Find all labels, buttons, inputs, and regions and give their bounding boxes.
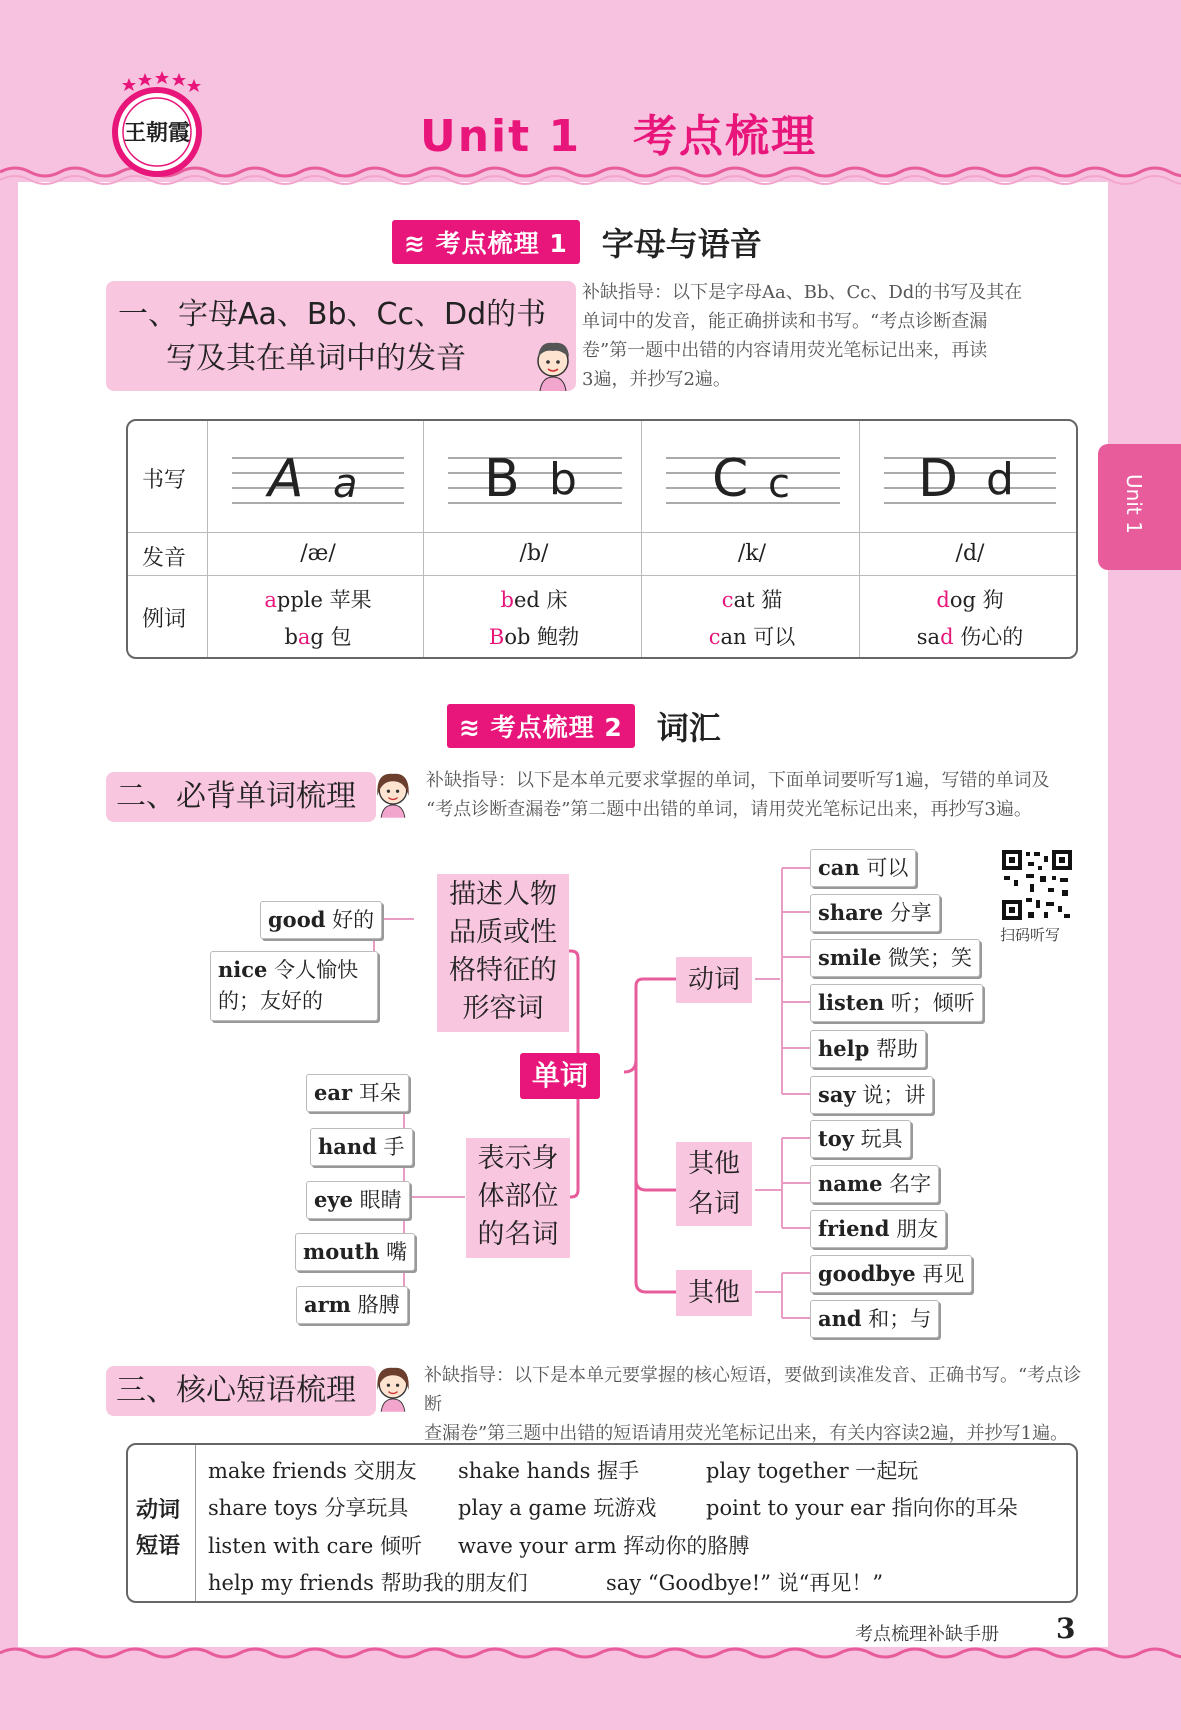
phrase-item: wave your arm 挥动你的胳膊 [458, 1534, 750, 1558]
section2-note-line: 补缺指导：以下是本单元要求掌握的单词，下面单词要听写1遍，写错的单词及 [426, 770, 1050, 791]
section1-title: 字母与语音 [601, 225, 762, 263]
section3-note [424, 1361, 1086, 1448]
word-item: help 帮助 [810, 1030, 926, 1068]
phonetic-d: /d/ [955, 541, 985, 566]
adj-category: 描述人物品质或性格特征的形容词 [437, 874, 569, 1032]
word-item: toy 玩具 [810, 1120, 911, 1158]
phonetic-c: /k/ [737, 541, 767, 566]
row-header-writing: 书写 [142, 468, 187, 493]
word-item: smile 微笑；笑 [810, 939, 980, 977]
girl-avatar-icon [372, 766, 414, 822]
example-word: sad 伤心的 [916, 625, 1024, 649]
letter-upper-b: B [484, 449, 520, 509]
section2-badge: ≋ 考点梳理 2 [447, 704, 635, 748]
page-title: Unit 1 考点梳理 [420, 111, 818, 162]
tree-root: 单词 [520, 1053, 600, 1099]
noun-category: 其他名词 [676, 1142, 752, 1226]
word-item: arm 胳膊 [296, 1286, 408, 1324]
section2-note [426, 766, 1086, 824]
word-item: nice 令人愉快的；友好的 [210, 951, 378, 1021]
section1-subtitle-box [106, 281, 576, 391]
phrase-item: make friends 交朋友 [208, 1459, 417, 1483]
bottom-wave-border [0, 1643, 1181, 1667]
phrase-item: share toys 分享玩具 [208, 1496, 409, 1520]
row-header-pronunciation: 发音 [142, 546, 187, 571]
word-item: share 分享 [810, 894, 940, 932]
body-category: 表示身体部位的名词 [466, 1138, 570, 1258]
word-item: name 名字 [810, 1165, 939, 1203]
word-item: hand 手 [310, 1128, 413, 1166]
letter-table [126, 419, 1078, 659]
section3-note-line: 查漏卷”第三题中出错的短语请用荧光笔标记出来，有关内容读2遍，并抄写1遍。 [424, 1423, 1069, 1444]
example-word: bed 床 [500, 588, 568, 612]
section2-header [447, 703, 721, 749]
section1-note-line: 单词中的发音，能正确拼读和书写。“考点诊断查漏 [582, 311, 988, 332]
letter-lower-c: c [768, 461, 790, 507]
phrase-item: help my friends 帮助我的朋友们 [208, 1571, 528, 1595]
phrase-item: play together 一起玩 [706, 1459, 919, 1483]
phrase-item: listen with care 倾听 [208, 1534, 423, 1558]
word-item: can 可以 [810, 849, 916, 887]
section1-header [392, 219, 762, 265]
verb-category: 动词 [676, 957, 752, 1003]
logo-text: 王朝霞 [123, 120, 191, 146]
phrase-item: say “Goodbye!” 说“再见！” [606, 1571, 884, 1595]
qr-label: 扫码听写 [1000, 926, 1061, 944]
section1-badge: ≋ 考点梳理 1 [392, 220, 580, 264]
page-number: 3 [1056, 1612, 1076, 1645]
section2-title: 词汇 [656, 709, 721, 747]
section3-subtitle: 三、核心短语梳理 [106, 1366, 376, 1416]
example-word: Bob 鲍勃 [488, 625, 580, 649]
example-word: can 可以 [708, 625, 796, 649]
example-word: bag 包 [284, 625, 352, 649]
phonetic-a: /æ/ [300, 541, 336, 566]
other-category: 其他 [676, 1270, 752, 1316]
section2-note-line: “考点诊断查漏卷”第二题中出错的单词，请用荧光笔标记出来，再抄写3遍。 [426, 799, 1032, 820]
qr-code-icon[interactable] [1000, 848, 1074, 922]
section1-subtitle-line1: 一、字母Aa、Bb、Cc、Dd的书 [118, 297, 547, 332]
publisher-logo [104, 70, 210, 178]
word-item: good 好的 [260, 901, 382, 939]
example-word: apple 苹果 [264, 588, 372, 612]
phrase-item: point to your ear 指向你的耳朵 [706, 1496, 1018, 1520]
phrase-label: 动词 短语 [136, 1498, 181, 1559]
letter-upper-a: A [268, 449, 304, 509]
letter-lower-a: a [333, 461, 358, 507]
section1-subtitle-line2: 写及其在单词中的发音 [166, 341, 466, 376]
phrase-table [126, 1443, 1078, 1603]
phrase-item: play a game 玩游戏 [458, 1496, 657, 1520]
section3-note-line: 补缺指导：以下是本单元要掌握的核心短语，要做到读准发音、正确书写。“考点诊断 [424, 1365, 1082, 1415]
word-item: eye 眼睛 [306, 1181, 410, 1219]
word-item: friend 朋友 [810, 1210, 946, 1248]
example-word: dog 狗 [936, 588, 1004, 612]
word-item: ear 耳朵 [306, 1074, 409, 1112]
word-item: say 说；讲 [810, 1076, 933, 1114]
letter-upper-d: D [918, 449, 959, 509]
footer-text: 考点梳理补缺手册 [855, 1624, 999, 1645]
row-header-examples: 例词 [142, 607, 187, 632]
word-item: mouth 嘴 [295, 1233, 415, 1271]
girl-avatar-icon [372, 1360, 414, 1416]
letter-lower-d: d [986, 454, 1014, 505]
word-item: listen 听；倾听 [810, 984, 983, 1022]
side-tab-label: Unit 1 [1122, 474, 1146, 534]
word-item: and 和；与 [810, 1300, 939, 1338]
example-word: cat 猫 [721, 588, 783, 612]
phrase-item: shake hands 握手 [458, 1459, 640, 1483]
letter-lower-b: b [549, 454, 577, 505]
word-item: goodbye 再见 [810, 1255, 972, 1293]
section1-note-line: 补缺指导：以下是字母Aa、Bb、Cc、Dd的书写及其在 [582, 282, 1023, 303]
section1-note-line: 3遍，并抄写2遍。 [582, 369, 731, 390]
section1-note-line: 卷”第一题中出错的内容请用荧光笔标记出来，再读 [582, 340, 988, 361]
section2-subtitle: 二、必背单词梳理 [106, 772, 376, 822]
side-tab-unit[interactable] [1098, 444, 1181, 570]
boy-avatar-icon [530, 337, 576, 393]
letter-upper-c: C [712, 449, 749, 509]
section1-note [582, 278, 1082, 394]
phonetic-b: /b/ [519, 541, 549, 566]
